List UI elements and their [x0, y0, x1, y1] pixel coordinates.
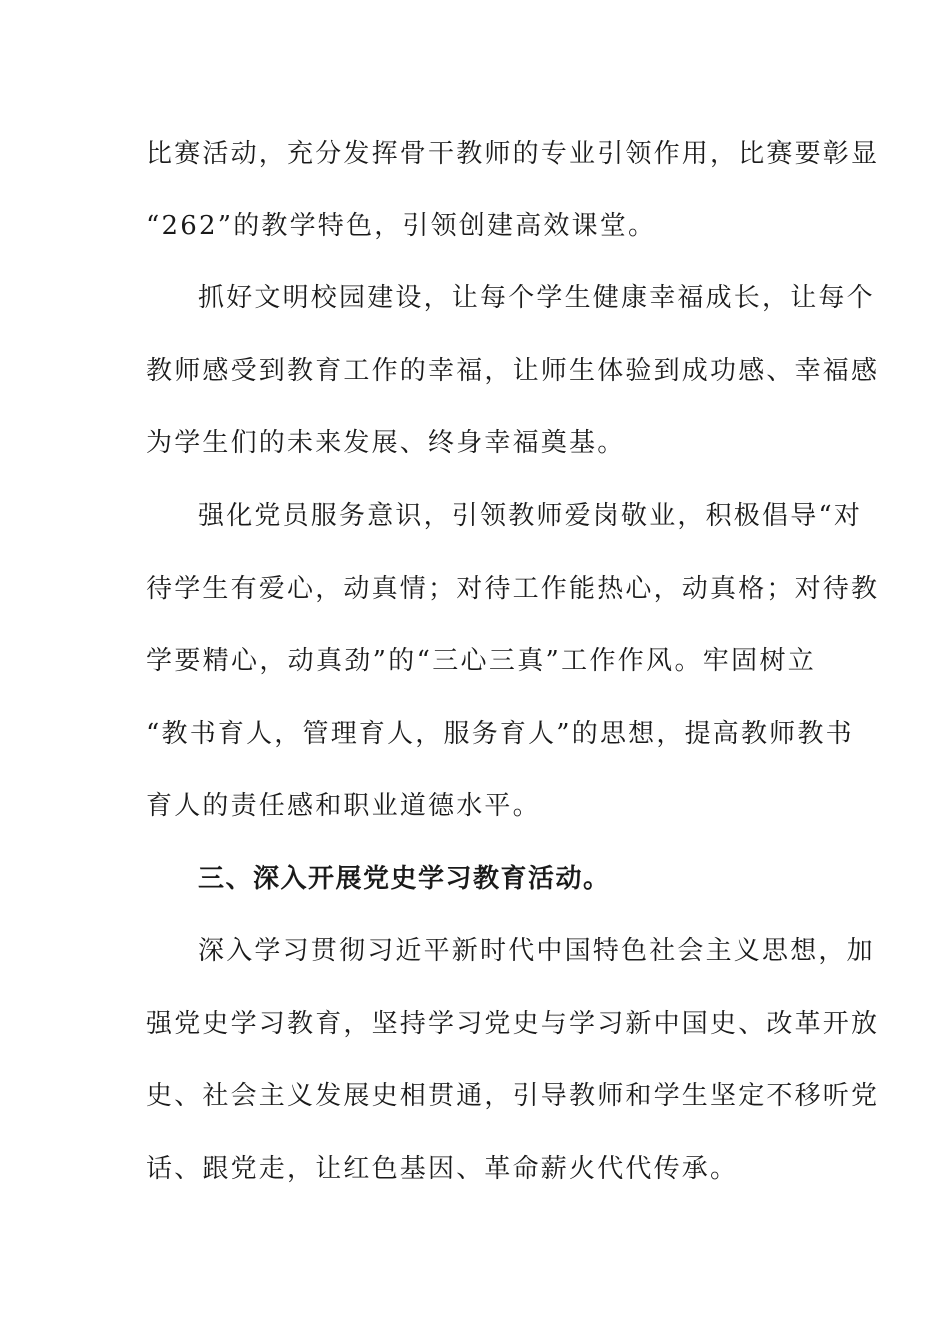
paragraph-line: 教师感受到教育工作的幸福，让师生体验到成功感、幸福感 — [146, 356, 880, 386]
paragraph-line: 史、社会主义发展史相贯通，引导教师和学生坚定不移听党 — [146, 1081, 880, 1111]
paragraph-line: “262”的教学特色，引领创建高效课堂。 — [146, 211, 657, 241]
paragraph-line: 为学生们的未来发展、终身幸福奠基。 — [146, 428, 626, 458]
section-heading: 三、深入开展党史学习教育活动。 — [198, 864, 611, 894]
paragraph-line: 抓好文明校园建设，让每个学生健康幸福成长，让每个 — [198, 283, 875, 313]
paragraph-line: 学要精心，动真劲”的“三心三真”工作作风。牢固树立 — [146, 646, 816, 676]
paragraph-line: 育人的责任感和职业道德水平。 — [146, 791, 541, 821]
paragraph-line: 强化党员服务意识，引领教师爱岗敬业，积极倡导“对 — [198, 501, 863, 531]
paragraph-line: “教书育人，管理育人，服务育人”的思想，提高教师教书 — [146, 719, 854, 749]
paragraph-line: 话、跟党走，让红色基因、革命薪火代代传承。 — [146, 1154, 739, 1184]
paragraph-line: 强党史学习教育，坚持学习党史与学习新中国史、改革开放 — [146, 1009, 880, 1039]
paragraph-line: 深入学习贯彻习近平新时代中国特色社会主义思想，加 — [198, 936, 875, 966]
paragraph-line: 待学生有爱心，动真情；对待工作能热心，动真格；对待教 — [146, 574, 880, 604]
paragraph-line: 比赛活动，充分发挥骨干教师的专业引领作用，比赛要彰显 — [146, 139, 880, 169]
